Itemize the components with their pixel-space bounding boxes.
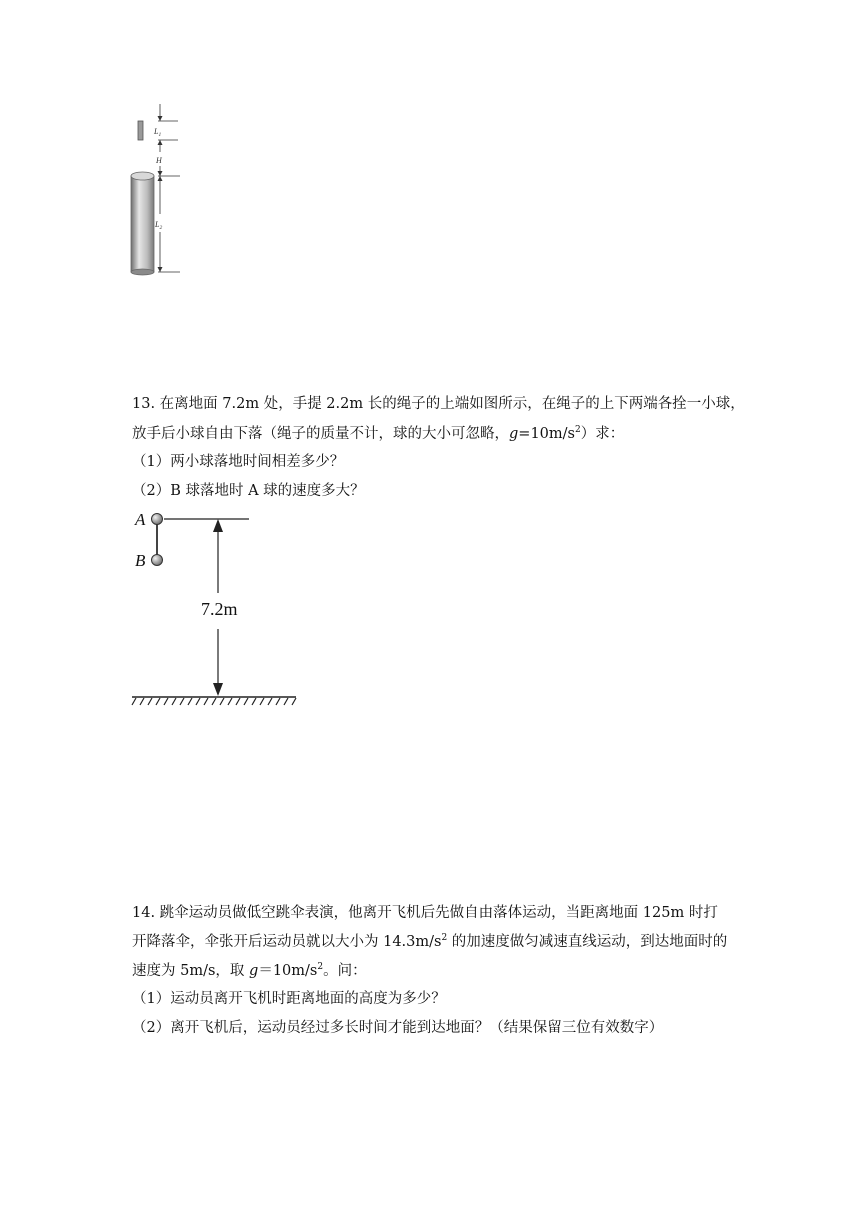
ball-A xyxy=(152,514,163,525)
rod xyxy=(138,121,143,140)
q13-line1 xyxy=(132,394,745,414)
label-B: B xyxy=(135,551,146,570)
svg-text:L2: $L_2$ xyxy=(155,220,163,231)
ground-hatching xyxy=(132,698,296,705)
q13-subquestion-2: （2）B 球落地时 A 球的速度多大？ xyxy=(132,483,365,499)
q13-text-1: 在离地面 7.2m 处，手提 2.2m 长的绳子的上端如图所示，在绳子的上下两端各拴一小球， xyxy=(159,396,745,412)
q14-subquestion-2: （2）离开飞机后，运动员经过多长时间才能到达地面？（结果保留三位有效数字） xyxy=(132,1020,664,1036)
ball-B xyxy=(152,555,163,566)
label-L1: L xyxy=(154,127,159,136)
q14-line2: 开降落伞，伞张开后运动员就以大小为 $14.3m/s^2$ 的加速度做匀减速直线运动，到达地面时的 xyxy=(132,933,728,950)
label-L2: L xyxy=(155,220,160,229)
q13-subquestion-1: （1）两小球落地时间相差多少？ xyxy=(132,454,345,470)
label-H: H xyxy=(156,156,162,165)
label-A: A xyxy=(135,510,146,529)
rod-tube-figure xyxy=(120,100,200,280)
q14-text-1: 跳伞运动员做低空跳伞表演，他离开飞机后先做自由落体运动，当距离地面 125m 时打 xyxy=(159,905,718,921)
tube xyxy=(131,176,154,272)
q14-line1 xyxy=(132,903,718,923)
height-label: 7.2m xyxy=(201,599,238,619)
q13-line2: 放手后小球自由下落（绳子的质量不计，球的大小可忽略，$g=10m/s^2$）求： xyxy=(132,425,625,442)
svg-text:L1: $L_1$ xyxy=(154,127,162,138)
q14-subquestion-1: （1）运动员离开飞机时距离地面的高度为多少？ xyxy=(132,991,446,1007)
two-balls-figure xyxy=(128,505,300,710)
q13-number: 13. xyxy=(132,396,156,412)
q14-line3: 速度为 5m/s，取 $g=10m/s^2$。问： xyxy=(132,962,367,979)
q14-number: 14. xyxy=(132,905,156,921)
